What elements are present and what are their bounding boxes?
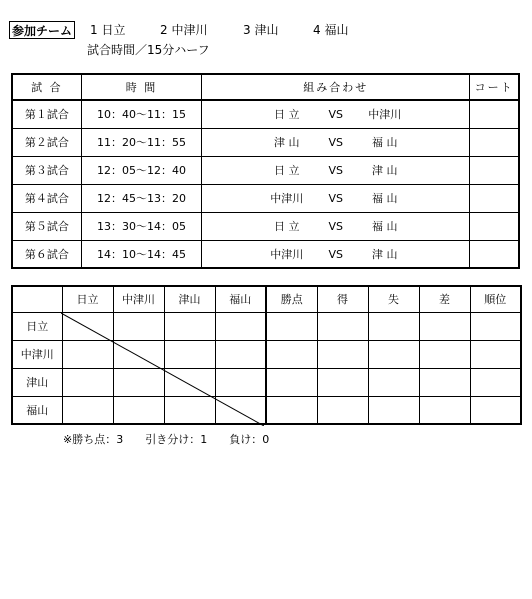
stat-cell [368,396,419,424]
match-pairing [202,212,470,240]
stat-cell [419,396,470,424]
result-cell [215,312,266,340]
result-cell [215,396,266,424]
stat-header-difference: 差 [419,286,470,312]
match-number: 第５試合 [12,212,81,240]
court-cell [470,212,519,240]
match-number: 第２試合 [12,128,81,156]
away-team: 津 山 [372,247,398,261]
stat-header-points: 勝点 [266,286,317,312]
standings-header-row [12,286,521,312]
match-pairing [202,240,470,268]
standings-row [12,312,521,340]
vs-label: VS [328,164,343,177]
stat-header-goals-against: 失 [368,286,419,312]
match-pairing [202,184,470,212]
stat-cell [266,368,317,396]
header-pairing: 組み合わせ [202,74,470,100]
header-time: 時 間 [81,74,201,100]
stat-cell [368,340,419,368]
row-team-label: 福山 [12,396,62,424]
match-pairing [202,128,470,156]
match-time: 10：40～11：15 [81,100,201,128]
court-cell [470,240,519,268]
away-team: 福 山 [372,192,398,205]
result-cell [113,368,164,396]
result-cell [62,368,113,396]
header-court: コート [470,74,519,100]
home-team: 中津川 [270,192,304,205]
match-number: 第４試合 [12,184,81,212]
standings-row [12,396,521,424]
row-team-label: 中津川 [12,340,62,368]
schedule-table [11,73,520,269]
stat-header-goals-for: 得 [317,286,368,312]
result-cell [215,340,266,368]
away-team: 福 山 [372,220,398,233]
team-entry-1: 1 日立 [90,23,126,37]
match-number: 第１試合 [12,100,81,128]
standings-table [11,285,522,425]
home-team: 日 立 [274,108,300,122]
home-team: 中津川 [270,247,304,261]
home-team: 津 山 [274,136,300,149]
match-time: 11：20～11：55 [81,128,201,156]
vs-label: VS [328,220,343,233]
col-team-header: 中津川 [113,286,164,312]
points-note: ※勝ち点：3 引き分け：1 負け：0 [63,433,270,446]
home-team: 日 立 [274,164,300,177]
col-team-header: 津山 [164,286,215,312]
away-team: 中津川 [368,108,402,122]
col-team-header: 福山 [215,286,266,312]
row-team-label: 日立 [12,312,62,340]
result-cell [164,340,215,368]
court-cell [470,100,519,128]
match-time: 14：10～14：45 [81,240,201,268]
stat-cell [266,312,317,340]
result-cell [62,396,113,424]
schedule-row [12,184,519,212]
standings-row [12,368,521,396]
stat-cell [317,396,368,424]
result-cell [113,340,164,368]
team-entry-4: 4 福山 [313,23,349,37]
match-number: 第６試合 [12,240,81,268]
away-team: 津 山 [372,164,398,177]
schedule-row [12,212,519,240]
team-entry-2: 2 中津川 [160,23,208,37]
team-entry-3: 3 津山 [243,23,279,37]
stat-cell [368,368,419,396]
stat-cell [317,368,368,396]
result-cell [62,340,113,368]
stat-cell [470,396,521,424]
court-cell [470,156,519,184]
stat-cell [419,368,470,396]
stat-cell [470,340,521,368]
stat-cell [317,340,368,368]
stat-cell [317,312,368,340]
vs-label: VS [328,192,343,205]
court-cell [470,128,519,156]
standings-corner-cell [12,286,62,312]
schedule-header-row [12,74,519,100]
stat-cell [419,312,470,340]
teams-label: 参加チーム [9,21,75,39]
match-pairing [202,100,470,128]
header-match: 試 合 [12,74,81,100]
result-cell [164,312,215,340]
result-cell [62,312,113,340]
schedule-row [12,128,519,156]
stat-cell [470,312,521,340]
standings-row [12,340,521,368]
match-time: 12：05～12：40 [81,156,201,184]
result-cell [164,368,215,396]
schedule-row [12,240,519,268]
vs-label: VS [328,108,343,122]
stat-cell [266,340,317,368]
away-team: 福 山 [372,136,398,149]
stat-cell [470,368,521,396]
stat-cell [368,312,419,340]
match-format: 試合時間／15分ハーフ [87,43,210,57]
match-number: 第３試合 [12,156,81,184]
match-time: 13：30～14：05 [81,212,201,240]
schedule-row [12,100,519,128]
result-cell [164,396,215,424]
match-time: 12：45～13：20 [81,184,201,212]
court-cell [470,184,519,212]
vs-label: VS [328,136,343,149]
home-team: 日 立 [274,220,300,233]
stat-cell [266,396,317,424]
vs-label: VS [328,247,343,261]
result-cell [113,396,164,424]
col-team-header: 日立 [62,286,113,312]
result-cell [215,368,266,396]
stat-cell [419,340,470,368]
schedule-row [12,156,519,184]
result-cell [113,312,164,340]
row-team-label: 津山 [12,368,62,396]
stat-header-rank: 順位 [470,286,521,312]
match-pairing [202,156,470,184]
